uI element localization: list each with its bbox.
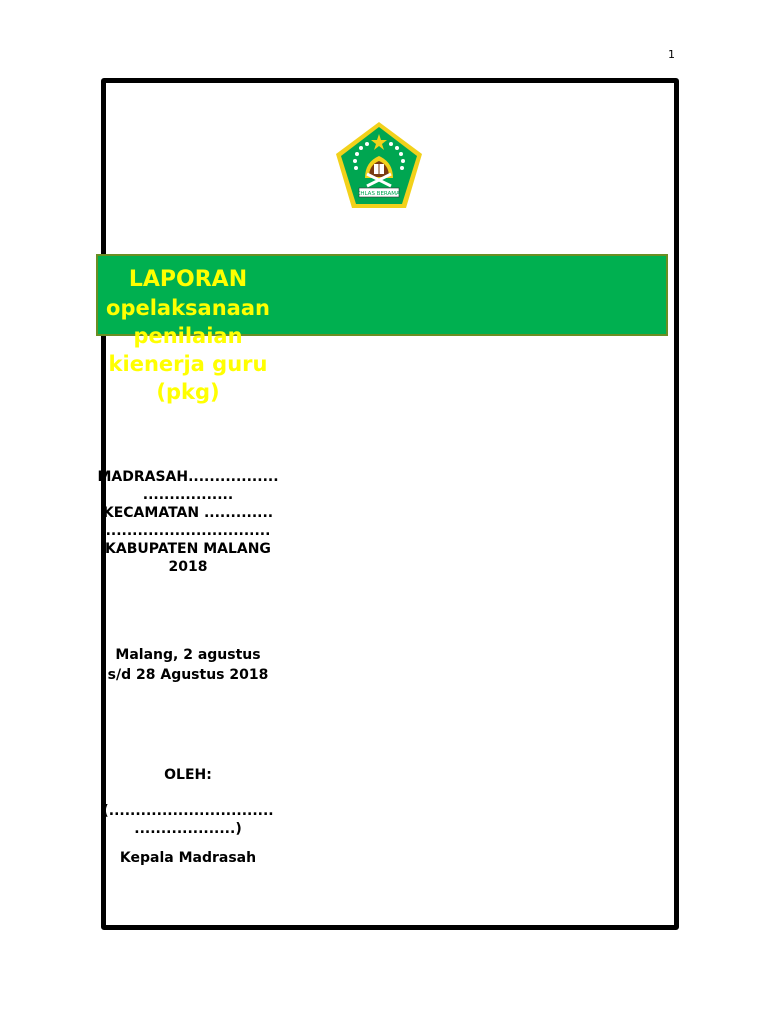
date-range-block — [88, 645, 288, 685]
title-line: opelaksanaan — [106, 296, 270, 320]
date-end-line: s/d 28 Agustus 2018 — [107, 667, 269, 683]
emblem-ribbon-text: IKHLAS BERAMAL — [355, 191, 403, 197]
kemenag-emblem-icon — [334, 120, 424, 212]
signature-line: ...................) — [134, 821, 242, 837]
madrasah-line: MADRASAH................. — [97, 469, 279, 485]
signature-placeholder — [88, 802, 288, 838]
title-line: penilaian — [133, 324, 243, 348]
kepala-madrasah-label: Kepala Madrasah — [119, 850, 257, 866]
title-line: kienerja guru — [108, 352, 268, 376]
kecamatan-line: KECAMATAN ............. — [102, 505, 274, 521]
year-line: 2018 — [168, 559, 208, 575]
kecamatan-dots: ............................... — [105, 523, 271, 539]
kabupaten-line: KABUPATEN MALANG — [105, 541, 271, 557]
report-title — [97, 266, 279, 406]
title-line: LAPORAN — [128, 267, 248, 292]
oleh-label: OLEH: — [164, 767, 212, 783]
madrasah-dots: ................. — [142, 487, 234, 503]
title-line: (pkg) — [156, 380, 220, 404]
signature-line: (............................... — [102, 803, 274, 819]
date-start-line: Malang, 2 agustus — [115, 647, 261, 663]
page-number: 1 — [668, 48, 675, 61]
address-block — [88, 468, 288, 576]
